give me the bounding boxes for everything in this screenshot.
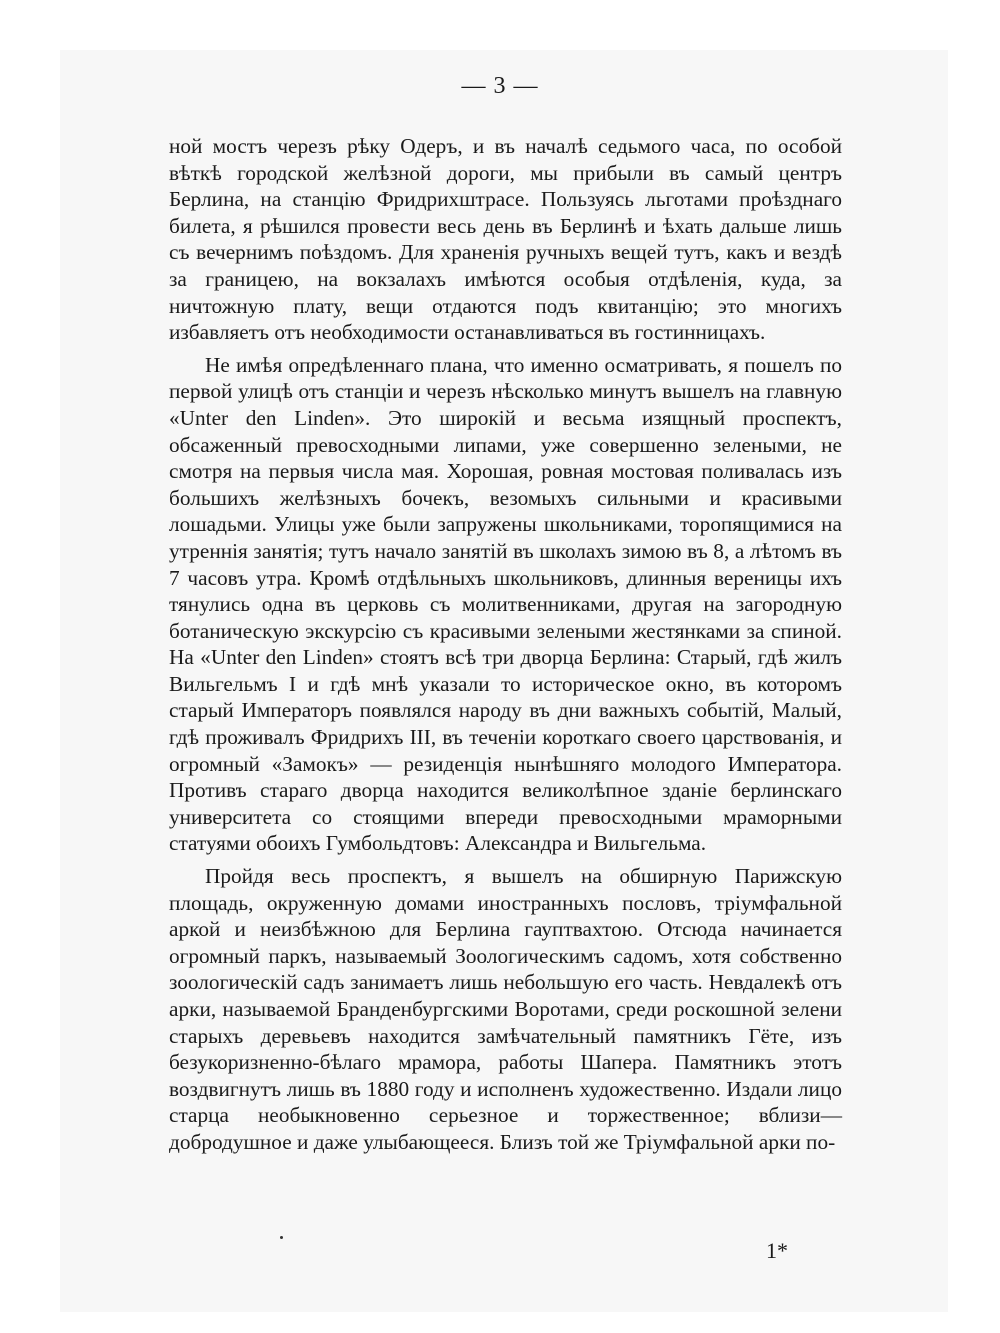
signature-mark: 1* — [766, 1238, 788, 1263]
paragraph-1: ной мостъ черезъ рѣку Одеръ, и въ началѣ седьмого часа, по особой вѣткѣ городской желѣзной дороги, мы прибыли въ самый центръ Берлина, на станцію Фридрихштрасе. Пользуясь льготами проѣзднаго билета, я рѣшился провести весь день въ Берлинѣ и ѣхать дальше лишь съ вечернимъ поѣздомъ. Для храненія ручныхъ вещей тутъ, какъ и вездѣ за границею, на вокзалахъ имѣются особыя отдѣленія, куда, за ничтожную плату, вещи отдаются подъ квитанцію; это многихъ избавляетъ отъ необходимости останавливаться въ гостинницахъ. — [169, 134, 842, 345]
page-number: — 3 — — [461, 73, 539, 99]
ink-speck — [280, 1236, 283, 1239]
paragraph-3: Пройдя весь проспектъ, я вышелъ на обширную Парижскую площадь, окруженную домами иностранныхъ пословъ, тріумфальной аркой и неизбѣжною для Берлина гауптвахтою. Отсюда начинается огромный паркъ, называемый Зоологическимъ садомъ, хотя собственно зоологическій садъ занимаетъ лишь небольшую его часть. Невдалекѣ отъ арки, называемой Бранденбургскими Воротами, среди роскошной зелени старыхъ деревьевъ находится замѣчательный памятникъ Гёте, изъ безукоризненно-бѣлаго мрамора, работы Шапера. Памятникъ этотъ воздвигнутъ лишь въ 1880 году и исполненъ художественно. Издали лицо старца необыкновенно серьезное и торжественное; вблизи—добродушное и даже улыбающееся. Близъ той же Тріумфальной арки по- — [169, 864, 842, 1154]
body-text — [169, 133, 842, 1156]
paragraph-2: Не имѣя опредѣленнаго плана, что именно осматривать, я пошелъ по первой улицѣ отъ станціи и черезъ нѣсколько минутъ вышелъ на главную «Unter den Linden». Это широкій и весьма изящный проспектъ, обсаженный превосходными липами, уже совершенно зелеными, не смотря на первыя числа мая. Хорошая, ровная мостовая поливалась изъ большихъ желѣзныхъ бочекъ, везомыхъ сильными и красивыми лошадьми. Улицы уже были запружены школьниками, торопящимися на утреннія занятія; тутъ начало занятій въ школахъ зимою въ 8, а лѣтомъ въ 7 часовъ утра. Кромѣ отдѣльныхъ школьниковъ, длинныя вереницы ихъ тянулись одна въ церковь съ молитвенниками, другая на загородную ботаническую экскурсію съ красивыми зелеными жестянками за спиной. На «Unter den Linden» стоятъ всѣ три дворца Берлина: Старый, гдѣ жилъ Вильгельмъ I и гдѣ мнѣ указали то историческое окно, въ которомъ старый Императоръ появлялся народу въ дни важныхъ событій, Малый, гдѣ проживалъ Фридрихъ III, въ теченіи короткаго своего царствованія, и огромный «Замокъ» — резиденція нынѣшняго молодого Императора. Противъ стараго дворца находится великолѣпное зданіе берлинскаго университета со стоящими впереди превосходными мраморными статуями обоихъ Гумбольдтовъ: Александра и Вильгельма. — [169, 352, 842, 856]
